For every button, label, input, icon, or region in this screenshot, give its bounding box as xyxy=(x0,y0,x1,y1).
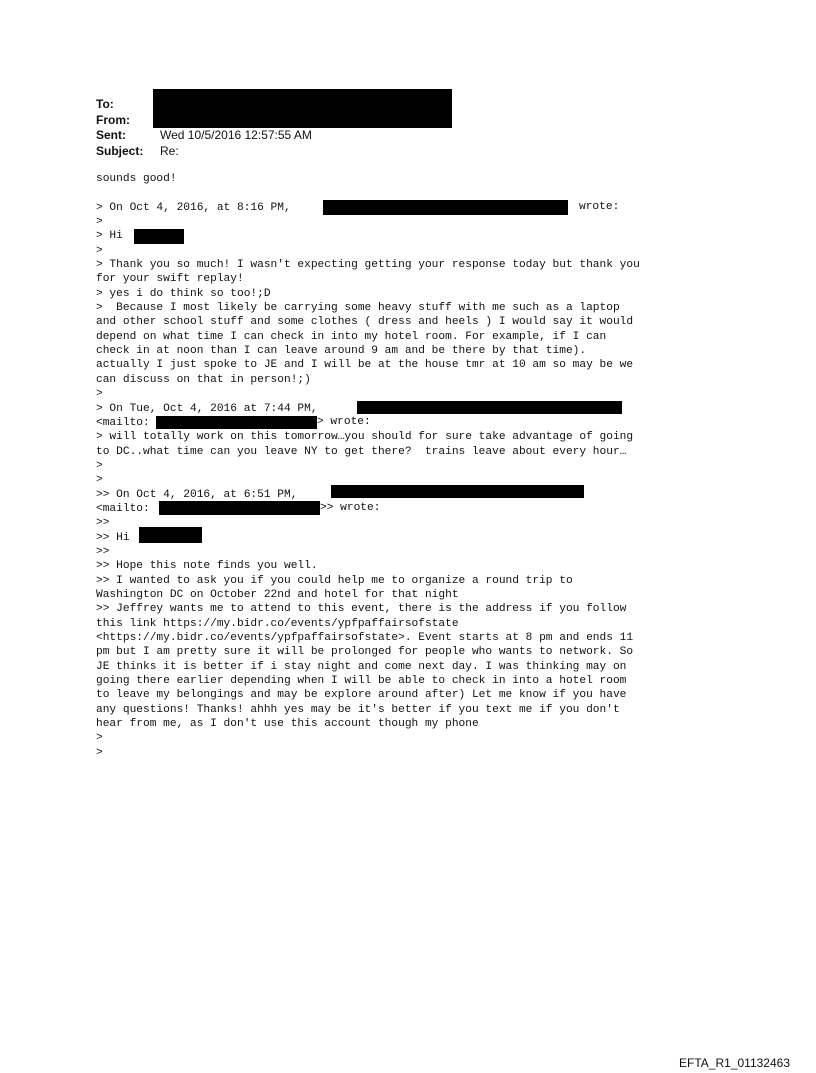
body-line: > xyxy=(96,216,103,229)
body-line: > xyxy=(96,746,103,759)
email-body xyxy=(96,172,796,760)
body-line: <mailto: xyxy=(96,416,150,429)
body-line: >> Hi xyxy=(96,531,130,544)
body-line: check in at noon than I can leave around 9 am and be there by that time). xyxy=(96,345,587,358)
document-id-footer: EFTA_R1_01132463 xyxy=(679,1056,790,1070)
body-line: sounds good! xyxy=(96,173,177,185)
sent-value: Wed 10/5/2016 12:57:55 AM xyxy=(160,128,312,142)
body-line: > Thank you so much! I wasn't expecting getting your response today but thank you xyxy=(96,259,640,272)
body-line: Washington DC on October 22nd and hotel for that night xyxy=(96,588,459,601)
body-line: actually I just spoke to JE and I will be at the house tmr at 10 am so may be we xyxy=(96,359,634,372)
body-line: for your swift replay! xyxy=(96,273,244,286)
body-line: >> xyxy=(96,545,110,558)
redaction-bar-sender-3 xyxy=(331,485,584,498)
body-line: >> Hope this note finds you well. xyxy=(96,560,318,573)
body-line: depend on what time I can check in into my hotel room. For example, if I can xyxy=(96,330,607,343)
body-line: > Because I most likely be carrying some heavy stuff with me such as a laptop xyxy=(96,302,620,315)
body-line: > xyxy=(96,459,103,472)
body-line: > will totally work on this tomorrow…you should for sure take advantage of going xyxy=(96,431,634,444)
body-line: hear from me, as I don't use this account though my phone xyxy=(96,718,479,731)
body-line: > yes i do think so too!;D xyxy=(96,287,271,300)
redaction-bar-header xyxy=(153,89,452,128)
subject-value: Re: xyxy=(160,143,179,158)
redaction-bar-name-2 xyxy=(139,527,202,543)
body-line: to DC..what time can you leave NY to get there? trains leave about every hour… xyxy=(96,445,627,458)
wrote-tail-2: > wrote: xyxy=(317,416,371,428)
body-line: pm but I am pretty sure it will be prolonged for people who wants to network. So xyxy=(96,646,634,659)
body-line: this link https://my.bidr.co/events/ypfpaffairsofstate xyxy=(96,617,459,630)
body-line: >> Jeffrey wants me to attend to this event, there is the address if you follow xyxy=(96,603,627,616)
redaction-bar-name-1 xyxy=(134,229,184,244)
sent-label: Sent: xyxy=(96,128,126,142)
body-line: <https://my.bidr.co/events/ypfpaffairsofstate>. Event starts at 8 pm and ends 11 xyxy=(96,632,634,644)
body-line: > xyxy=(96,244,103,257)
wrote-tail-3: >> wrote: xyxy=(320,502,381,514)
body-line: JE thinks it is better if i stay night and come next day. I was thinking may on xyxy=(96,660,627,673)
body-line: >> I wanted to ask you if you could help me to organize a round trip to xyxy=(96,574,573,587)
body-line: > xyxy=(96,732,103,745)
body-line: > xyxy=(96,474,103,487)
body-line: can discuss on that in person!;) xyxy=(96,373,311,386)
wrote-tail-1: wrote: xyxy=(579,201,620,213)
body-line: > xyxy=(96,388,103,401)
body-line: > Hi xyxy=(96,230,123,243)
to-label: To: xyxy=(96,97,114,111)
redaction-bar-mailto-2 xyxy=(159,501,320,515)
subject-row xyxy=(96,144,312,160)
body-line: > On Tue, Oct 4, 2016 at 7:44 PM, xyxy=(96,402,318,415)
subject-label: Subject: xyxy=(96,143,144,158)
body-line xyxy=(96,186,796,200)
body-line: >> On Oct 4, 2016, at 6:51 PM, xyxy=(96,488,298,501)
body-line: >> xyxy=(96,517,110,530)
body-line: > On Oct 4, 2016, at 8:16 PM, xyxy=(96,201,291,214)
redaction-bar-mailto-1 xyxy=(156,416,317,429)
body-line: to leave my belongings and may be explore around after) Let me know if you have xyxy=(96,689,627,702)
body-line: <mailto: xyxy=(96,502,150,515)
redaction-bar-sender-1 xyxy=(323,200,568,215)
body-line: and other school stuff and some clothes ( dress and heels ) I would say it would xyxy=(96,316,634,329)
body-line: any questions! Thanks! ahhh yes may be it's better if you text me if you don't xyxy=(96,703,620,716)
from-label: From: xyxy=(96,112,130,127)
redaction-bar-sender-2 xyxy=(357,401,622,414)
sent-row xyxy=(96,128,312,144)
body-line: going there earlier depending when I will be able to check in into a hotel room xyxy=(96,675,627,688)
